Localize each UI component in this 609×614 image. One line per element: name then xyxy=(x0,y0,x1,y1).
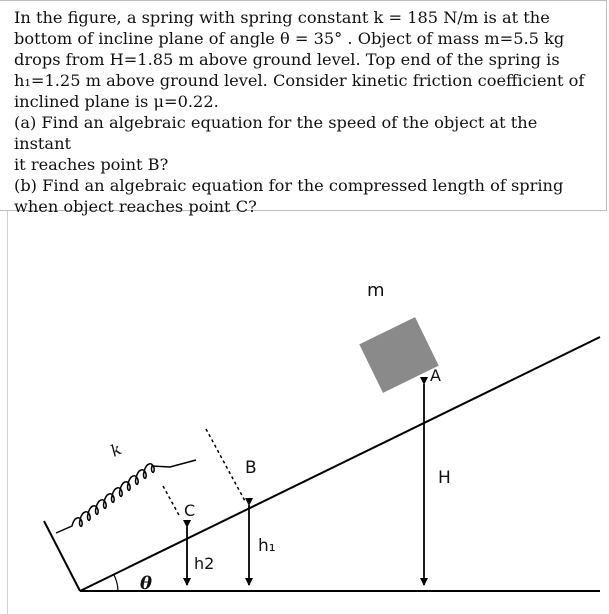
problem-part-b-line-2: when object reaches point C? xyxy=(14,197,257,216)
problem-part-a-line-2: it reaches point B? xyxy=(14,155,169,174)
spring-wall xyxy=(44,521,80,591)
mass-block xyxy=(359,317,438,393)
height-h1-label: h₁ xyxy=(258,536,276,556)
angle-label: θ xyxy=(140,573,153,594)
height-h2-label: h2 xyxy=(194,554,215,573)
spring-coil xyxy=(56,460,196,533)
height-h-label: H xyxy=(438,468,451,488)
problem-line-4: h₁=1.25 m above ground level. Consider kinetic friction coefficient of xyxy=(14,71,585,90)
incline-line xyxy=(80,337,600,591)
point-b-label: B xyxy=(245,458,257,478)
problem-line-5: inclined plane is μ=0.22. xyxy=(14,92,219,111)
incline-figure xyxy=(0,211,609,614)
angle-arc xyxy=(114,575,118,591)
incline-diagram xyxy=(0,211,609,614)
problem-line-3: drops from H=1.85 m above ground level. Top end of the spring is xyxy=(14,50,560,69)
spring-label: k xyxy=(107,439,125,461)
problem-statement xyxy=(0,0,607,216)
problem-line-2: bottom of incline plane of angle θ = 35° . Object of mass m=5.5 kg xyxy=(14,29,565,48)
point-a-label: A xyxy=(430,366,441,385)
problem-line-1: In the figure, a spring with spring constant k = 185 N/m is at the xyxy=(14,8,550,27)
problem-part-b-line-1: (b) Find an algebraic equation for the compressed length of spring xyxy=(14,176,564,195)
mass-label: m xyxy=(367,280,385,301)
point-c-label: C xyxy=(184,501,196,520)
dotted-line-b xyxy=(206,429,245,501)
dotted-line-c xyxy=(163,486,180,517)
problem-part-a-line-1: (a) Find an algebraic equation for the speed of the object at the instant xyxy=(14,113,538,153)
